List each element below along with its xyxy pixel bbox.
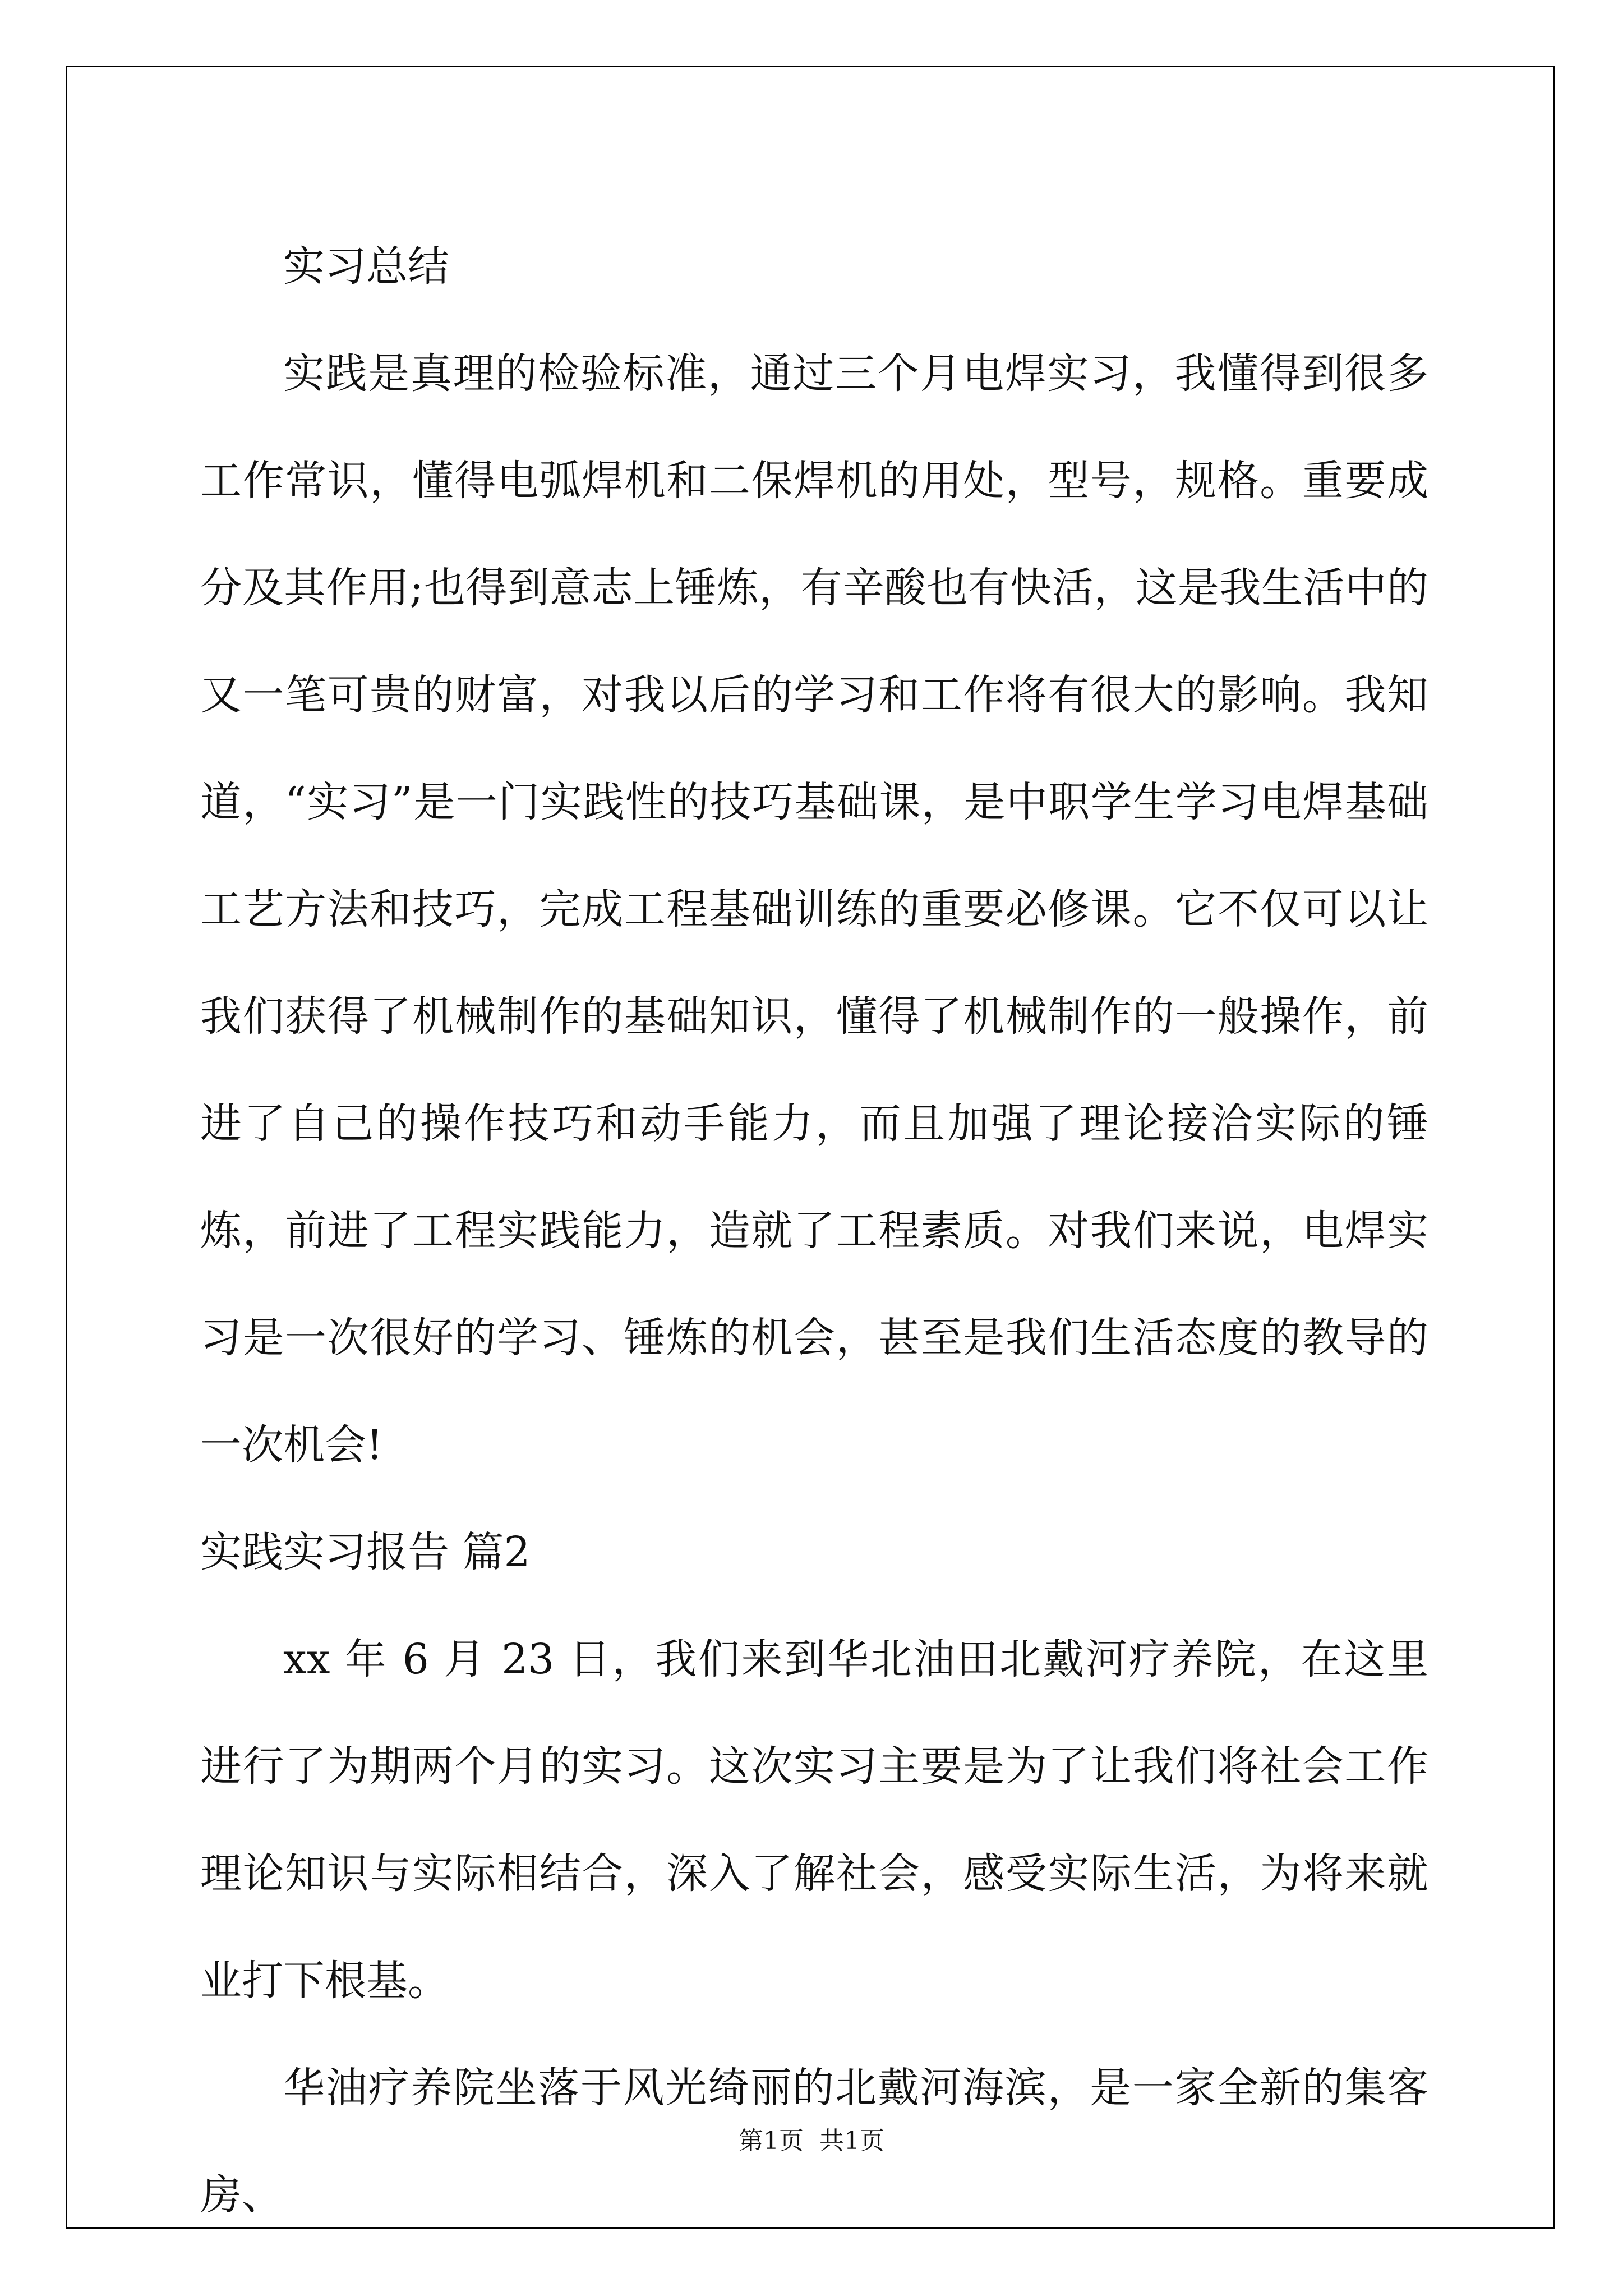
report-paragraph-1: xx 年 6 月 23 日，我们来到华北油田北戴河疗养院，在这里进行了为期两个月的实习。这次实习主要是为了让我们将社会工作理论知识与实际相结合，深入了解社会，感受实际生活，为将来就业打下根基。 xyxy=(200,1635,1428,2005)
summary-paragraph: 实践是真理的检验标准，通过三个月电焊实习，我懂得到很多工作常识，懂得电弧焊机和二保焊机的用处，型号，规格。重要成分及其作用;也得到意志上锤炼，有辛酸也有快活，这是我生活中的又一笔可贵的财富，对我以后的学习和工作将有很大的影响。我知道，“实习”是一门实践性的技巧基础课，是中职学生学习电焊基础工艺方法和技巧，完成工程基础训练的重要必修课。它不仅可以让我们获得了机械制作的基础知识，懂得了机械制作的一般操作，前进了自己的操作技巧和动手能力，而且加强了理论接洽实际的锤炼，前进了工程实践能力，造就了工程素质。对我们来说，电焊实习是一次很好的学习、锤炼的机会，甚至是我们生活态度的教导的一次机会! xyxy=(200,349,1428,1469)
summary-heading: 实习总结 xyxy=(283,242,449,291)
report-paragraph-2: 华油疗养院坐落于风光绮丽的北戴河海滨，是一家全新的集客房、 xyxy=(200,2064,1428,2219)
page-footer: 第1页 共1页 xyxy=(739,2127,884,2155)
section-title: 实践实习报告 篇2 xyxy=(200,1528,531,1576)
document-body xyxy=(200,213,1428,2249)
